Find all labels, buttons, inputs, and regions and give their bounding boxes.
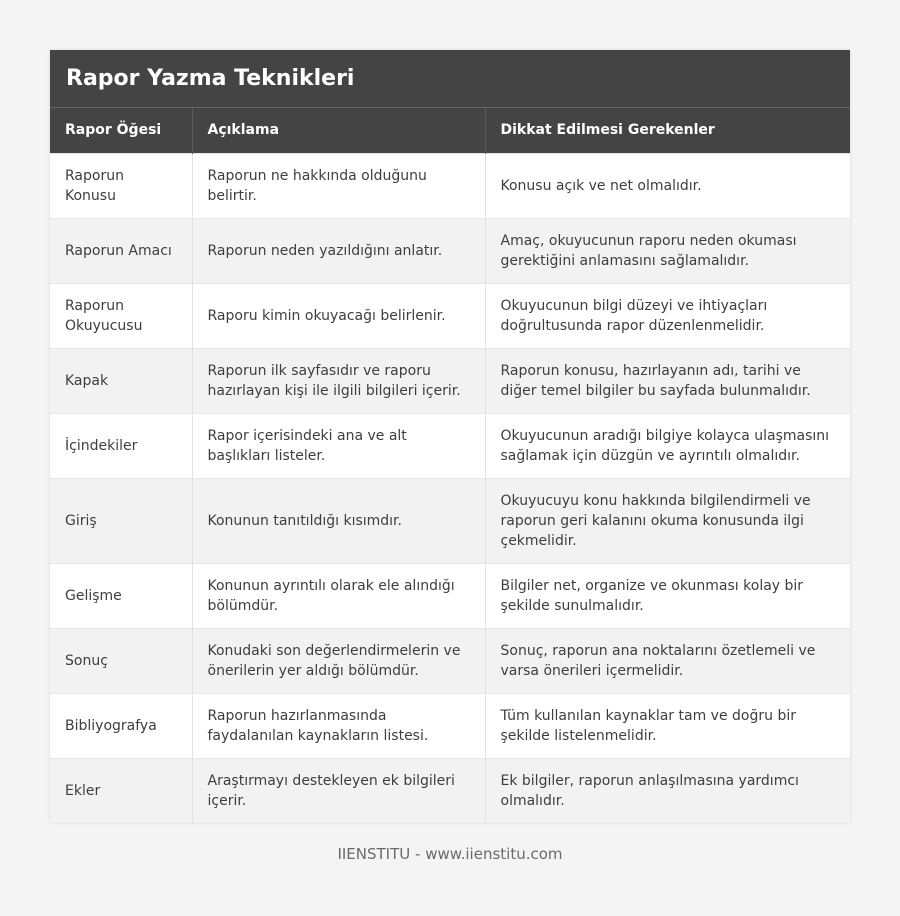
cell-element: Gelişme bbox=[50, 563, 192, 628]
cell-description: Konunun tanıtıldığı kısımdır. bbox=[192, 478, 485, 563]
footer-credit: IIENSTITU - www.iienstitu.com bbox=[337, 845, 563, 863]
cell-description: Raporun neden yazıldığını anlatır. bbox=[192, 218, 485, 283]
cell-description: Rapor içerisindeki ana ve alt başlıkları listeler. bbox=[192, 413, 485, 478]
cell-notes: Ek bilgiler, raporun anlaşılmasına yardımcı olmalıdır. bbox=[485, 758, 850, 823]
cell-element: Raporun Amacı bbox=[50, 218, 192, 283]
cell-element: Giriş bbox=[50, 478, 192, 563]
cell-element: Bibliyografya bbox=[50, 693, 192, 758]
cell-description: Raporun ne hakkında olduğunu belirtir. bbox=[192, 153, 485, 218]
column-header-notes: Dikkat Edilmesi Gerekenler bbox=[485, 108, 850, 153]
cell-description: Raporu kimin okuyacağı belirlenir. bbox=[192, 283, 485, 348]
cell-element: Ekler bbox=[50, 758, 192, 823]
cell-element: Kapak bbox=[50, 348, 192, 413]
cell-notes: Tüm kullanılan kaynaklar tam ve doğru bir şekilde listelenmelidir. bbox=[485, 693, 850, 758]
cell-element: Raporun Konusu bbox=[50, 153, 192, 218]
table-title: Rapor Yazma Teknikleri bbox=[50, 50, 850, 108]
cell-element: İçindekiler bbox=[50, 413, 192, 478]
table-row bbox=[50, 348, 850, 413]
table-row bbox=[50, 693, 850, 758]
table-row bbox=[50, 478, 850, 563]
cell-notes: Amaç, okuyucunun raporu neden okuması gerektiğini anlamasını sağlamalıdır. bbox=[485, 218, 850, 283]
cell-notes: Raporun konusu, hazırlayanın adı, tarihi ve diğer temel bilgiler bu sayfada bulunmalıdır. bbox=[485, 348, 850, 413]
column-header-description: Açıklama bbox=[192, 108, 485, 153]
table-row bbox=[50, 628, 850, 693]
cell-notes: Okuyucuyu konu hakkında bilgilendirmeli ve raporun geri kalanını okuma konusunda ilgi çekmelidir. bbox=[485, 478, 850, 563]
column-header-element: Rapor Öğesi bbox=[50, 108, 192, 153]
table-row bbox=[50, 563, 850, 628]
cell-element: Raporun Okuyucusu bbox=[50, 283, 192, 348]
cell-description: Araştırmayı destekleyen ek bilgileri içerir. bbox=[192, 758, 485, 823]
cell-element: Sonuç bbox=[50, 628, 192, 693]
cell-notes: Okuyucunun bilgi düzeyi ve ihtiyaçları doğrultusunda rapor düzenlenmelidir. bbox=[485, 283, 850, 348]
table-row bbox=[50, 413, 850, 478]
cell-description: Raporun hazırlanmasında faydalanılan kaynakların listesi. bbox=[192, 693, 485, 758]
cell-notes: Bilgiler net, organize ve okunması kolay bir şekilde sunulmalıdır. bbox=[485, 563, 850, 628]
table-row bbox=[50, 218, 850, 283]
cell-description: Raporun ilk sayfasıdır ve raporu hazırlayan kişi ile ilgili bilgileri içerir. bbox=[192, 348, 485, 413]
header-row bbox=[50, 108, 850, 153]
cell-description: Konunun ayrıntılı olarak ele alındığı bölümdür. bbox=[192, 563, 485, 628]
report-table-card bbox=[50, 50, 850, 823]
cell-notes: Okuyucunun aradığı bilgiye kolayca ulaşmasını sağlamak için düzgün ve ayrıntılı olmalıdır. bbox=[485, 413, 850, 478]
table-row bbox=[50, 758, 850, 823]
cell-description: Konudaki son değerlendirmelerin ve önerilerin yer aldığı bölümdür. bbox=[192, 628, 485, 693]
report-table bbox=[50, 108, 850, 823]
cell-notes: Sonuç, raporun ana noktalarını özetlemeli ve varsa önerileri içermelidir. bbox=[485, 628, 850, 693]
cell-notes: Konusu açık ve net olmalıdır. bbox=[485, 153, 850, 218]
table-row bbox=[50, 153, 850, 218]
table-row bbox=[50, 283, 850, 348]
